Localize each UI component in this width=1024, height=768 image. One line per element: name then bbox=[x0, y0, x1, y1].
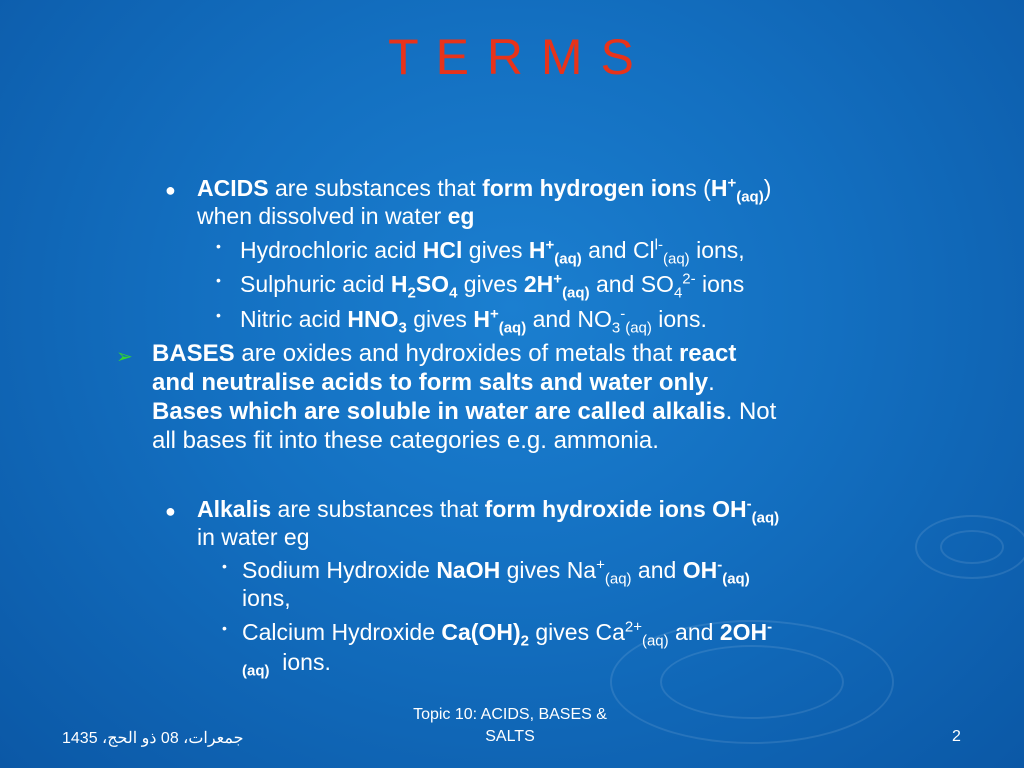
naoh-sup: - bbox=[717, 556, 723, 574]
bases-text: . bbox=[708, 369, 715, 396]
acids-text: s ( bbox=[685, 175, 711, 201]
slide-title: T E R M S bbox=[388, 29, 636, 85]
caoh-text: gives Ca bbox=[528, 619, 625, 645]
caoh-formula: Ca(OH) bbox=[441, 619, 521, 645]
caoh-text: and bbox=[668, 619, 720, 645]
hno3-text: gives bbox=[406, 306, 474, 332]
caoh-sup: 2+ bbox=[624, 618, 642, 636]
naoh-text: Sodium Hydroxide bbox=[242, 557, 437, 583]
hno3-sub: 3 bbox=[611, 319, 621, 337]
caoh-text: ions. bbox=[269, 649, 331, 675]
bases-bold: Bases which are soluble in water are called alkalis bbox=[152, 398, 726, 425]
caoh-text: Calcium Hydroxide bbox=[242, 619, 442, 645]
alkalis-sup: - bbox=[746, 495, 752, 513]
naoh-bold: OH bbox=[682, 557, 718, 583]
h2so4-sub: 4 bbox=[449, 284, 458, 302]
h2so4-text: Sulphuric acid bbox=[240, 271, 391, 297]
alkalis-text: in water eg bbox=[197, 524, 310, 550]
bases-line-1 bbox=[152, 339, 736, 368]
h2so4-sub: 2 bbox=[407, 284, 416, 302]
hcl-line bbox=[240, 236, 745, 268]
hcl-sub: (aq) bbox=[554, 250, 582, 268]
acids-line-2 bbox=[197, 202, 474, 230]
hcl-text: Hydrochloric acid bbox=[240, 237, 423, 263]
hno3-text: and NO bbox=[526, 306, 612, 332]
caoh-sup: - bbox=[767, 618, 773, 636]
alkalis-term: Alkalis bbox=[197, 496, 272, 522]
bases-text: are oxides and hydroxides of metals that bbox=[234, 340, 679, 367]
naoh-sub: (aq) bbox=[604, 570, 632, 588]
caoh-line-2 bbox=[242, 648, 331, 680]
bullet-dot-icon: ● bbox=[165, 180, 176, 200]
h2so4-sup: 2- bbox=[682, 270, 696, 288]
hcl-text: gives bbox=[462, 237, 529, 263]
naoh-sup: + bbox=[596, 556, 605, 574]
naoh-text: gives Na bbox=[500, 557, 597, 583]
hcl-sub: (aq) bbox=[663, 250, 690, 268]
acids-text: when dissolved in water bbox=[197, 203, 448, 229]
footer-topic bbox=[360, 704, 660, 748]
hno3-line bbox=[240, 305, 707, 337]
acids-text: are substances that bbox=[268, 175, 483, 201]
naoh-line-2 bbox=[242, 584, 291, 612]
acids-sub: (aq) bbox=[736, 188, 764, 206]
alkalis-line-1 bbox=[197, 495, 780, 527]
h2so4-text: ions bbox=[695, 271, 745, 297]
hcl-text: ions, bbox=[689, 237, 745, 263]
bases-line-4 bbox=[152, 426, 659, 455]
alkalis-sub: (aq) bbox=[751, 509, 780, 527]
hno3-text: ions. bbox=[651, 306, 707, 332]
bullet-dot-icon: • bbox=[216, 307, 221, 323]
bases-text: . Not bbox=[725, 398, 777, 425]
footer-date: جمعرات، 08 ذو الحج، 1435 bbox=[62, 730, 244, 747]
acids-bold: eg bbox=[447, 203, 475, 229]
bases-bold: and neutralise acids to form salts and water only bbox=[152, 369, 709, 396]
bases-line-2 bbox=[152, 368, 715, 397]
caoh-bold: 2OH bbox=[719, 619, 768, 645]
h2so4-formula: SO bbox=[415, 271, 450, 297]
hcl-formula: HCl bbox=[422, 237, 463, 263]
footer-topic-line-2: SALTS bbox=[485, 728, 535, 745]
hno3-bold: H bbox=[473, 306, 490, 332]
h2so4-line bbox=[240, 270, 745, 302]
bases-term: BASES bbox=[152, 340, 235, 367]
hno3-formula: HNO bbox=[347, 306, 399, 332]
caoh-sub: (aq) bbox=[242, 662, 270, 680]
acids-line-1 bbox=[197, 174, 772, 206]
hcl-sup: + bbox=[545, 236, 555, 254]
caoh-sub: 2 bbox=[520, 632, 529, 650]
naoh-line-1 bbox=[242, 556, 750, 588]
bases-text: all bases fit into these categories e.g. ammonia. bbox=[152, 427, 659, 454]
acids-text: ) bbox=[763, 175, 772, 201]
hno3-sub: 3 bbox=[398, 319, 407, 337]
h2so4-sub: (aq) bbox=[562, 284, 590, 302]
h2so4-text: gives bbox=[457, 271, 524, 297]
caoh-line-1 bbox=[242, 618, 773, 650]
acids-bold: H bbox=[710, 175, 728, 201]
arrow-bullet-icon: ➢ bbox=[116, 346, 133, 368]
acids-term: ACIDS bbox=[197, 175, 269, 201]
footer-topic-line-1: Topic 10: ACIDS, BASES & bbox=[413, 706, 607, 723]
hno3-sub: (aq) bbox=[625, 319, 652, 337]
hno3-text: Nitric acid bbox=[240, 306, 348, 332]
bases-line-3 bbox=[152, 397, 776, 426]
naoh-text: ions, bbox=[242, 585, 291, 611]
alkalis-text: are substances that bbox=[271, 496, 485, 522]
bullet-dot-icon: • bbox=[222, 558, 227, 574]
h2so4-sub: 4 bbox=[673, 284, 683, 302]
alkalis-line-2 bbox=[197, 523, 310, 551]
acids-sup: + bbox=[727, 174, 737, 192]
hno3-sup: + bbox=[489, 305, 499, 323]
bullet-dot-icon: • bbox=[216, 272, 221, 288]
hcl-text: and Cl bbox=[581, 237, 655, 263]
naoh-sub: (aq) bbox=[722, 570, 750, 588]
bullet-dot-icon: • bbox=[222, 620, 227, 636]
hno3-sup: - bbox=[620, 305, 626, 323]
caoh-sub: (aq) bbox=[641, 632, 669, 650]
h2so4-sup: + bbox=[553, 270, 563, 288]
naoh-text: and bbox=[631, 557, 683, 583]
bases-bold: react bbox=[678, 340, 737, 367]
h2so4-bold: 2H bbox=[523, 271, 554, 297]
naoh-formula: NaOH bbox=[436, 557, 501, 583]
h2so4-text: and SO bbox=[589, 271, 674, 297]
h2so4-formula: H bbox=[390, 271, 408, 297]
hcl-sup: l- bbox=[654, 236, 663, 254]
alkalis-bold: form hydroxide ions OH bbox=[484, 496, 747, 522]
hcl-bold: H bbox=[528, 237, 546, 263]
acids-bold: form hydrogen ion bbox=[482, 175, 686, 201]
slide-number: 2 bbox=[952, 728, 961, 745]
bullet-dot-icon: ● bbox=[165, 501, 176, 521]
hno3-sub: (aq) bbox=[498, 319, 527, 337]
bullet-dot-icon: • bbox=[216, 238, 221, 254]
